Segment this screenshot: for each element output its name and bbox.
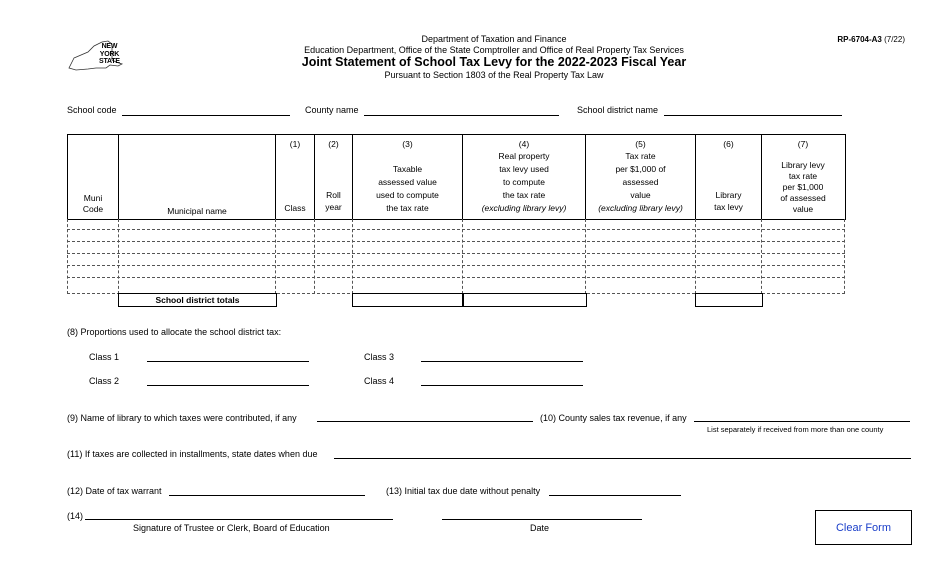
col-taxable-value: Taxable assessed value used to compute the tax rate [376,164,439,213]
total-taxable-value[interactable] [352,293,464,307]
form-date: (7/22) [884,35,905,44]
col-library-levy: Library tax levy [714,190,743,212]
total-library-levy[interactable] [695,293,763,307]
county-name-input[interactable] [364,115,559,116]
class-2-label: Class 2 [89,376,120,386]
col-4-note: (excluding library levy) [481,203,567,213]
department-name: Department of Taxation and Finance [421,34,567,44]
class-3-input[interactable] [421,361,583,362]
col-1-number: (1) [289,139,301,149]
school-code-label: School code [67,105,117,115]
section-13-label: (13) Initial tax due date without penalty [386,486,541,496]
class-1-input[interactable] [147,361,309,362]
school-district-name-label: School district name [577,105,659,115]
col-muni-code: Muni Code [82,193,104,214]
library-name-input[interactable] [317,421,533,422]
col-2-number: (2) [328,139,339,149]
col-municipal-name: Municipal name [167,206,227,216]
class-3-label: Class 3 [364,352,395,362]
data-rows [67,219,845,294]
col-tax-rate: Tax rate per $1,000 of assessed value [615,151,666,200]
section-8-label: (8) Proportions used to allocate the school district tax: [67,327,282,337]
section-10-note: List separately if received from more than one county [707,425,884,434]
form-number [837,35,905,44]
col-library-rate: Library levy tax rate per $1,000 of assessed value [780,160,826,214]
section-11-label: (11) If taxes are collected in installments, state dates when due [67,449,318,459]
school-district-name-input[interactable] [664,115,842,116]
col-3-number: (3) [402,139,413,149]
col-class: Class [284,203,306,213]
col-tax-levy: Real property tax levy used to compute the tax rate [498,151,550,200]
col-6-number: (6) [723,139,734,149]
signature-date-input[interactable] [442,519,642,520]
installment-dates-input[interactable] [334,458,911,459]
signature-caption: Signature of Trustee or Clerk, Board of Education [133,523,330,533]
class-1-label: Class 1 [89,352,120,362]
col-4-number: (4) [518,139,530,149]
section-10-label: (10) County sales tax revenue, if any [540,413,687,423]
class-4-input[interactable] [421,385,583,386]
signature-input[interactable] [85,519,393,520]
section-12-label: (12) Date of tax warrant [67,486,162,496]
county-name-label: County name [305,105,359,115]
col-7-number: (7) [797,139,809,149]
page-title: Joint Statement of School Tax Levy for the 2022-2023 Fiscal Year [301,55,687,69]
form-number-code: RP-6704-A3 [837,35,882,44]
class-2-input[interactable] [147,385,309,386]
total-tax-levy[interactable] [462,293,587,307]
tax-warrant-date-input[interactable] [169,495,365,496]
offices-line: Education Department, Office of the State Comptroller and Office of Real Property Tax Services [304,45,684,55]
school-code-input[interactable] [122,115,290,116]
col-roll-year: Roll year [325,190,342,212]
section-9-label: (9) Name of library to which taxes were contributed, if any [67,413,297,423]
section-14-label: (14) [67,511,84,521]
class-4-label: Class 4 [364,376,395,386]
page-subtitle: Pursuant to Section 1803 of the Real Property Tax Law [384,70,604,80]
logo-text: NEW YORK STATE [99,43,120,65]
date-caption: Date [530,523,550,533]
col-5-number: (5) [635,139,646,149]
county-sales-tax-input[interactable] [694,421,910,422]
school-district-totals-label: School district totals [118,293,277,307]
col-5-note: (excluding library levy) [598,203,683,213]
clear-form-button[interactable]: Clear Form [815,510,912,545]
initial-due-date-input[interactable] [549,495,681,496]
